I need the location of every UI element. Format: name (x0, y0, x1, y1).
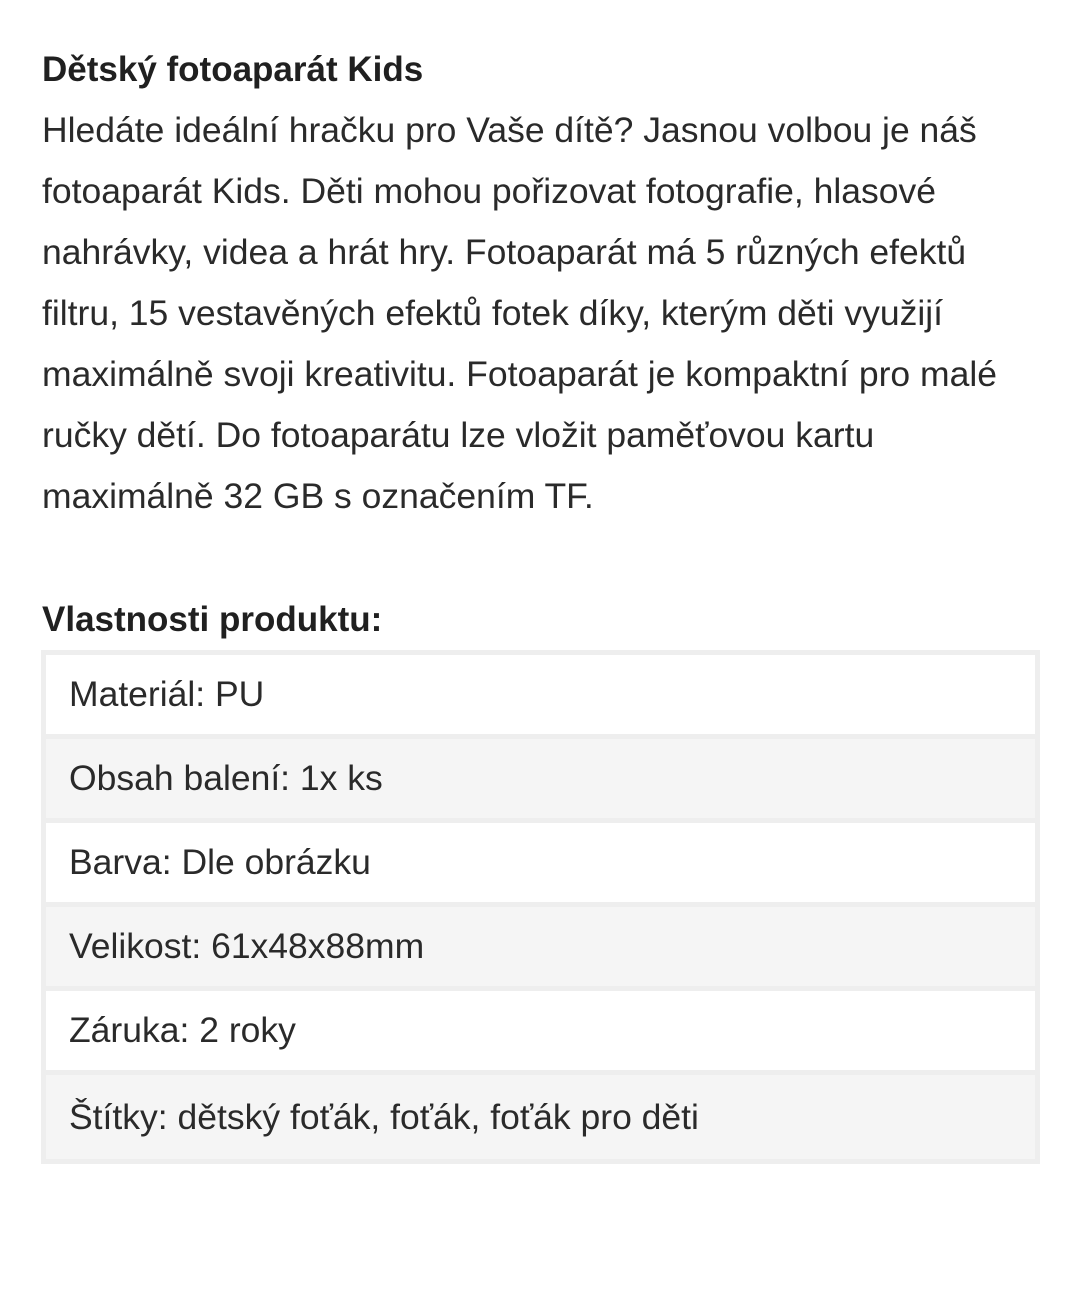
product-content (42, 44, 1040, 1137)
product-title: Dětský fotoaparát Kids (42, 50, 424, 89)
property-row-package: Obsah balení: 1x ks (46, 739, 1035, 823)
property-row-color: Barva: Dle obrázku (46, 823, 1035, 907)
property-row-tags: Štítky: dětský foťák, foťák, foťák pro děti (46, 1075, 1035, 1159)
properties-heading: Vlastnosti produktu: (42, 600, 383, 639)
property-row-material: Materiál: PU (46, 655, 1035, 739)
product-description: Hledáte ideální hračku pro Vaše dítě? Jasnou volbou je náš fotoaparát Kids. Děti mohou pořizovat fotografie, hlasové nahrávky, videa a hrát hry. Fotoaparát má 5 různých efektů filtru, 15 vestavěných efektů fotek díky, kterým děti využijí maximálně svoji kreativitu. Fotoaparát je kompaktní pro malé ručky dětí. Do fotoaparátu lze vložit paměťovou kartu maximálně 32 GB s označením TF. (42, 110, 997, 516)
property-row-size: Velikost: 61x48x88mm (46, 907, 1035, 991)
properties-table (41, 650, 1040, 1164)
property-row-warranty: Záruka: 2 roky (46, 991, 1035, 1075)
